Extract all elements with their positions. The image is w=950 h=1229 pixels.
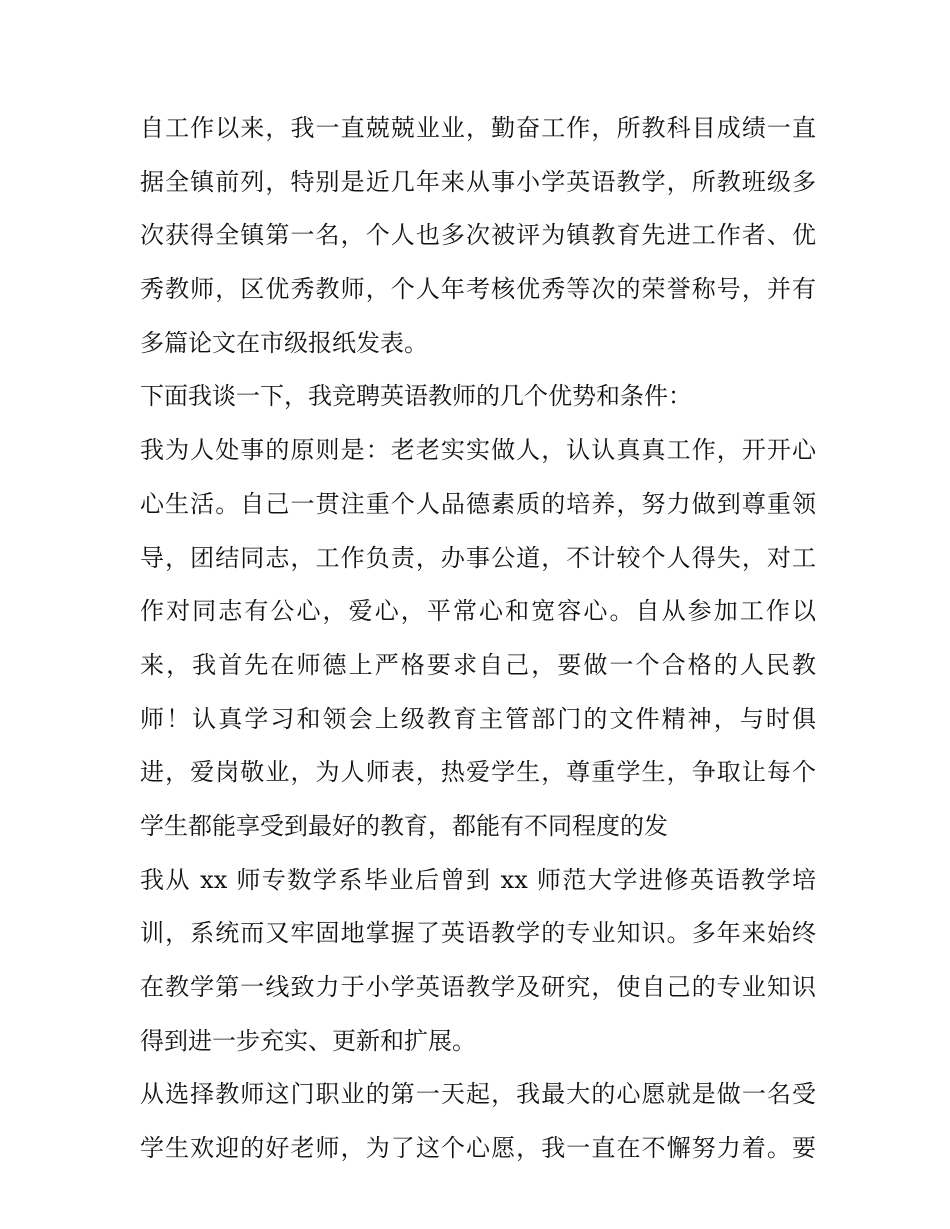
text-line: 训，系统而又牢固地掌握了英语教学的专业知识。多年来始终 xyxy=(140,919,816,948)
text-line: 下面我谈一下，我竞聘英语教师的几个优势和条件： xyxy=(140,382,692,411)
document-body xyxy=(140,102,816,1176)
text-line: 导，团结同志，工作负责，办事公道，不计较个人得失，对工 xyxy=(140,543,816,572)
text-line: 作对同志有公心，爱心，平常心和宽容心。自从参加工作以 xyxy=(140,597,816,626)
text-line: 在教学第一线致力于小学英语教学及研究，使自己的专业知识 xyxy=(140,973,816,1001)
text-line: 进，爱岗敬业，为人师表，热爱学生，尊重学生，争取让每个 xyxy=(140,758,816,787)
text-line: 学生欢迎的好老师，为了这个心愿，我一直在不懈努力着。要 xyxy=(140,1134,816,1163)
text-line: 秀教师，区优秀教师，个人年考核优秀等次的荣誉称号，并有 xyxy=(140,275,816,304)
text-line: 心生活。自己一贯注重个人品德素质的培养，努力做到尊重领 xyxy=(140,489,816,518)
text-line: 多篇论文在市级报纸发表。 xyxy=(140,328,428,357)
text-line: 次获得全镇第一名，个人也多次被评为镇教育先进工作者、优 xyxy=(140,221,816,250)
text-line: 从选择教师这门职业的第一天起，我最大的心愿就是做一名受 xyxy=(140,1080,816,1109)
text-line: 据全镇前列，特别是近几年来从事小学英语教学，所教班级多 xyxy=(140,167,816,196)
text-line: 我为人处事的原则是：老老实实做人，认认真真工作，开开心 xyxy=(140,436,816,465)
text-line: 得到进一步充实、更新和扩展。 xyxy=(140,1026,476,1055)
text-line: 自工作以来，我一直兢兢业业，勤奋工作，所教科目成绩一直 xyxy=(140,114,816,142)
text-line: 来，我首先在师德上严格要求自己，要做一个合格的人民教 xyxy=(140,650,816,679)
text-line: 学生都能享受到最好的教育，都能有不同程度的发 xyxy=(140,811,668,840)
text-line: 师！认真学习和领会上级教育主管部门的文件精神，与时俱 xyxy=(140,704,816,733)
text-line: 我从 xx 师专数学系毕业后曾到 xx 师范大学进修英语教学培 xyxy=(140,865,816,894)
